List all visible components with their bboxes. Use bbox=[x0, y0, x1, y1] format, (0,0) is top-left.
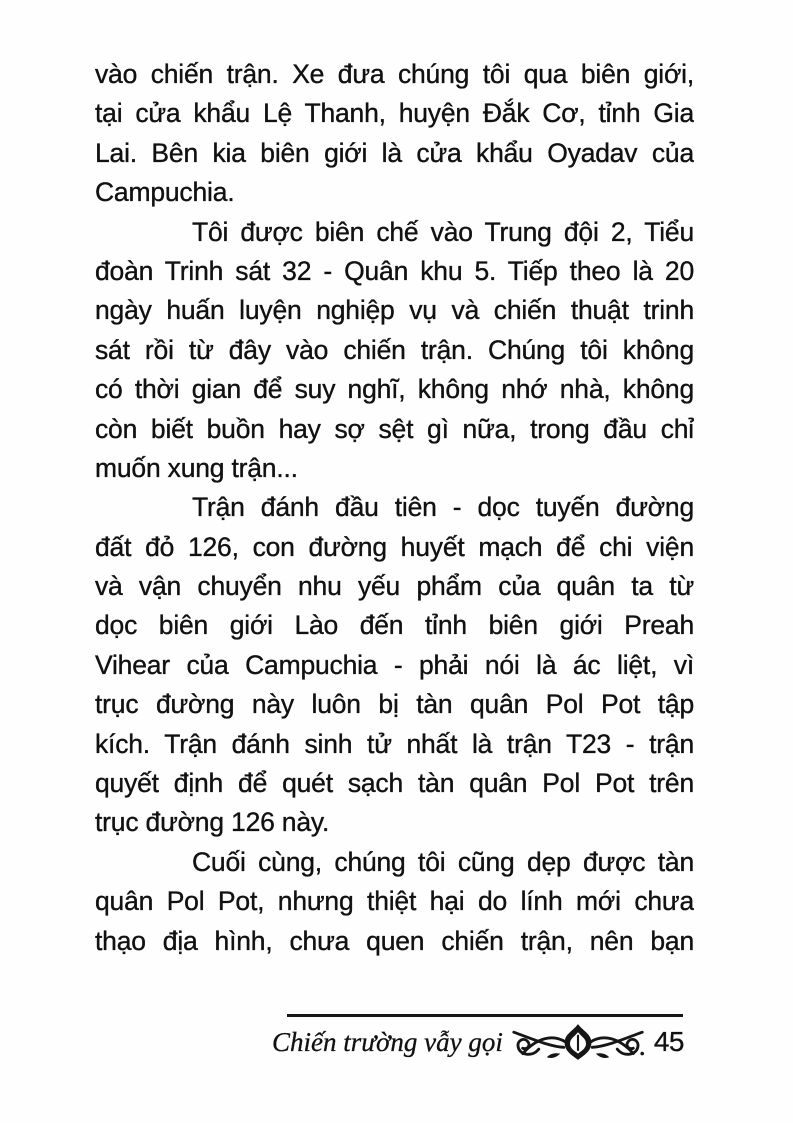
footer-row bbox=[272, 1018, 684, 1066]
floral-ornament-icon bbox=[512, 1019, 644, 1065]
paragraph bbox=[95, 488, 694, 843]
text-line: còn biết buồn hay sợ sệt gì nữa, trong đầu chỉ bbox=[95, 413, 694, 444]
paragraph bbox=[95, 55, 694, 213]
body-text bbox=[95, 55, 694, 961]
text-line: dọc biên giới Lào đến tỉnh biên giới Preah bbox=[95, 610, 694, 641]
running-title: Chiến trường vẫy gọi bbox=[272, 1026, 503, 1057]
text-line: tại cửa khẩu Lệ Thanh, huyện Đắk Cơ, tỉnh Gia bbox=[95, 98, 694, 129]
text-line: muốn xung trận... bbox=[95, 452, 298, 483]
text-line: đoàn Trinh sát 32 - Quân khu 5. Tiếp theo là 20 bbox=[95, 255, 694, 286]
text-line: Cuối cùng, chúng tôi cũng dẹp được tàn bbox=[192, 846, 694, 877]
text-line: trục đường 126 này. bbox=[95, 807, 330, 838]
page-number: 45 bbox=[653, 1026, 684, 1057]
text-line: Lai. Bên kia biên giới là cửa khẩu Oyadav của bbox=[95, 137, 694, 168]
text-line: Campuchia. bbox=[95, 177, 235, 208]
page-footer bbox=[272, 1014, 684, 1066]
text-line: quân Pol Pot, nhưng thiệt hại do lính mới chưa bbox=[95, 886, 694, 917]
text-line: ngày huấn luyện nghiệp vụ và chiến thuật trinh bbox=[95, 295, 694, 326]
text-line: và vận chuyển nhu yếu phẩm của quân ta từ bbox=[95, 571, 694, 602]
text-line: trục đường này luôn bị tàn quân Pol Pot tập bbox=[95, 689, 694, 720]
text-line: thạo địa hình, chưa quen chiến trận, nên bạn bbox=[95, 925, 694, 956]
footer-rule bbox=[287, 1014, 683, 1017]
text-line: có thời gian để suy nghĩ, không nhớ nhà, không bbox=[95, 374, 694, 405]
paragraph bbox=[95, 213, 694, 489]
text-line: Trận đánh đầu tiên - dọc tuyến đường bbox=[192, 492, 694, 523]
text-line: vào chiến trận. Xe đưa chúng tôi qua biên giới, bbox=[95, 59, 694, 89]
text-line: đất đỏ 126, con đường huyết mạch để chi viện bbox=[95, 531, 694, 562]
text-line: sát rồi từ đây vào chiến trận. Chúng tôi không bbox=[95, 334, 694, 365]
text-line: Vihear của Campuchia - phải nói là ác liệt, vì bbox=[95, 649, 694, 680]
text-line: kích. Trận đánh sinh tử nhất là trận T23 - trận bbox=[95, 728, 694, 759]
text-line: Tôi được biên chế vào Trung đội 2, Tiểu bbox=[192, 216, 694, 247]
text-line: quyết định để quét sạch tàn quân Pol Pot trên bbox=[95, 768, 694, 799]
paragraph bbox=[95, 843, 694, 961]
